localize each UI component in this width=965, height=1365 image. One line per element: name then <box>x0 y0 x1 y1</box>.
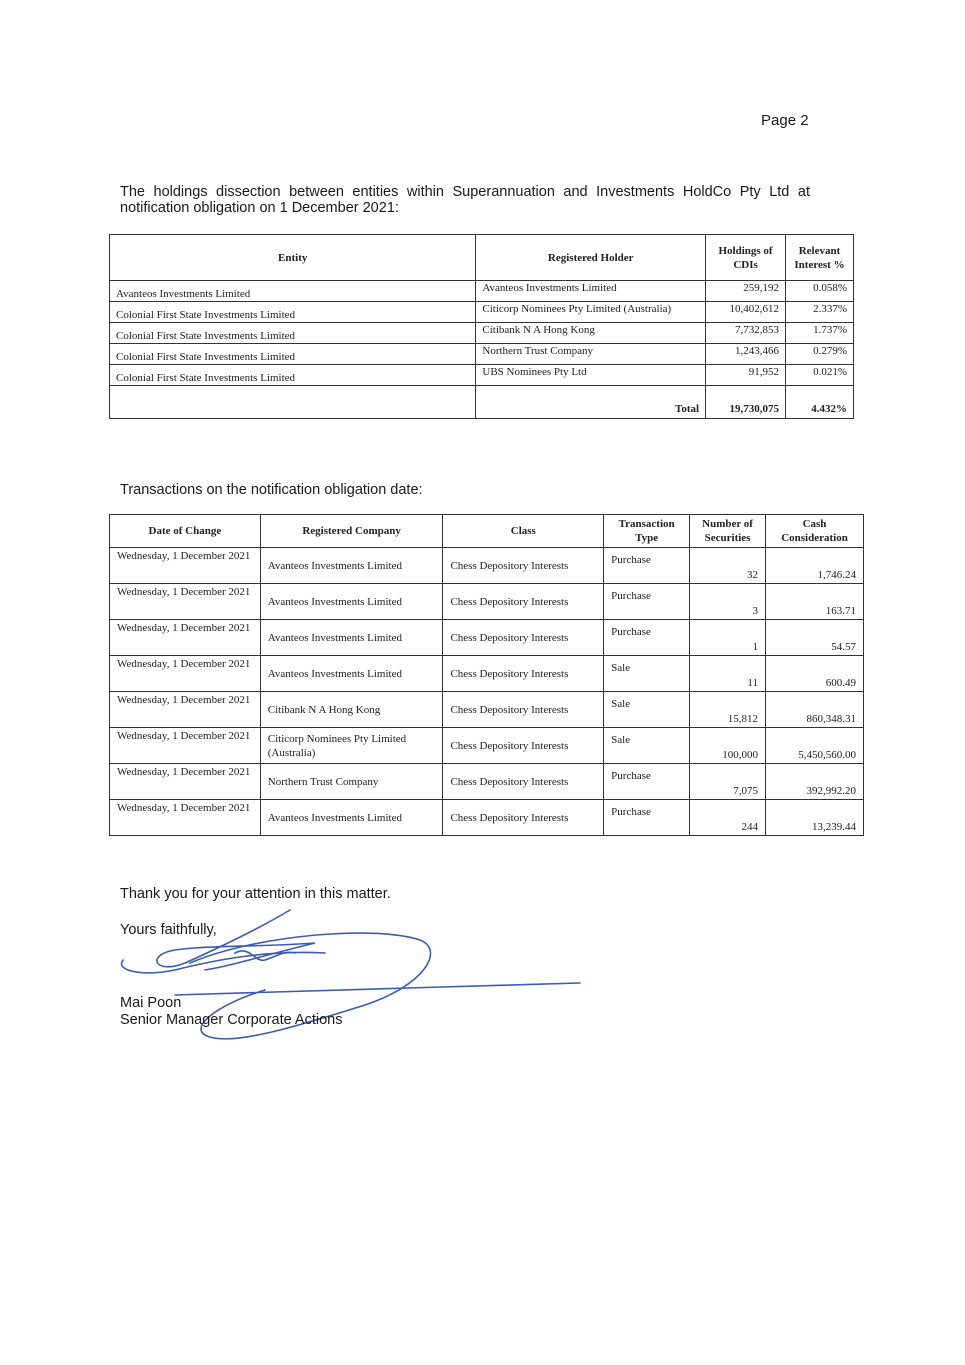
transactions-heading: Transactions on the notification obligation date: <box>120 482 423 498</box>
thanks-line: Thank you for your attention in this matter. <box>120 886 391 902</box>
tx-class-cell: Chess Depository Interests <box>443 584 604 620</box>
tx-type-cell: Purchase <box>604 548 690 584</box>
holdings-entity-cell: Colonial First State Investments Limited <box>110 344 476 365</box>
transactions-table <box>109 514 864 836</box>
holdings-row <box>110 302 854 323</box>
tx-date-cell: Wednesday, 1 December 2021 <box>110 656 261 692</box>
holdings-table <box>109 234 854 419</box>
header-relevant-interest: Relevant Interest % <box>786 235 854 281</box>
tx-securities-cell: 244 <box>690 800 766 836</box>
tx-date-cell: Wednesday, 1 December 2021 <box>110 584 261 620</box>
tx-class-cell: Chess Depository Interests <box>443 656 604 692</box>
header-cash-consideration: Cash Consideration <box>766 515 864 548</box>
tx-type-cell: Sale <box>604 728 690 764</box>
holdings-row <box>110 281 854 302</box>
transaction-row <box>110 692 864 728</box>
tx-class-cell: Chess Depository Interests <box>443 692 604 728</box>
holdings-interest-cell: 2.337% <box>786 302 854 323</box>
holdings-cdis-cell: 91,952 <box>706 365 786 386</box>
holdings-entity-cell: Colonial First State Investments Limited <box>110 323 476 344</box>
tx-cash-cell: 1,746.24 <box>766 548 864 584</box>
tx-type-cell: Purchase <box>604 620 690 656</box>
tx-type-cell: Purchase <box>604 800 690 836</box>
transaction-row <box>110 800 864 836</box>
tx-class-cell: Chess Depository Interests <box>443 764 604 800</box>
header-transaction-type: Transaction Type <box>604 515 690 548</box>
holdings-holder-cell: UBS Nominees Pty Ltd <box>476 365 706 386</box>
holdings-total-label: Total <box>476 386 706 419</box>
tx-class-cell: Chess Depository Interests <box>443 728 604 764</box>
header-entity: Entity <box>110 235 476 281</box>
tx-company-cell: Citicorp Nominees Pty Limited (Australia) <box>260 728 443 764</box>
transaction-row <box>110 584 864 620</box>
signer-title: Senior Manager Corporate Actions <box>120 1012 343 1028</box>
holdings-total-blank <box>110 386 476 419</box>
tx-cash-cell: 13,239.44 <box>766 800 864 836</box>
sign-off: Yours faithfully, <box>120 922 217 938</box>
tx-company-cell: Avanteos Investments Limited <box>260 584 443 620</box>
tx-class-cell: Chess Depository Interests <box>443 800 604 836</box>
header-holdings-of-cdis: Holdings of CDIs <box>706 235 786 281</box>
holdings-row <box>110 323 854 344</box>
holdings-entity-cell: Colonial First State Investments Limited <box>110 302 476 323</box>
holdings-holder-cell: Avanteos Investments Limited <box>476 281 706 302</box>
holdings-cdis-cell: 10,402,612 <box>706 302 786 323</box>
header-class: Class <box>443 515 604 548</box>
holdings-interest-cell: 1.737% <box>786 323 854 344</box>
tx-class-cell: Chess Depository Interests <box>443 620 604 656</box>
signer-name: Mai Poon <box>120 995 182 1011</box>
tx-cash-cell: 54.57 <box>766 620 864 656</box>
header-registered-holder: Registered Holder <box>476 235 706 281</box>
holdings-cdis-cell: 7,732,853 <box>706 323 786 344</box>
holdings-holder-cell: Northern Trust Company <box>476 344 706 365</box>
tx-date-cell: Wednesday, 1 December 2021 <box>110 800 261 836</box>
holdings-cdis-cell: 259,192 <box>706 281 786 302</box>
tx-cash-cell: 5,450,560.00 <box>766 728 864 764</box>
tx-securities-cell: 3 <box>690 584 766 620</box>
tx-type-cell: Sale <box>604 656 690 692</box>
tx-class-cell: Chess Depository Interests <box>443 548 604 584</box>
intro-paragraph: The holdings dissection between entities within Superannuation and Investments HoldCo Pty Ltd at notification obligation on 1 December 2021: <box>120 184 810 216</box>
holdings-interest-cell: 0.021% <box>786 365 854 386</box>
tx-cash-cell: 163.71 <box>766 584 864 620</box>
transaction-row <box>110 764 864 800</box>
tx-company-cell: Avanteos Investments Limited <box>260 656 443 692</box>
tx-securities-cell: 15,812 <box>690 692 766 728</box>
tx-securities-cell: 7,075 <box>690 764 766 800</box>
tx-type-cell: Purchase <box>604 584 690 620</box>
header-date-of-change: Date of Change <box>110 515 261 548</box>
tx-type-cell: Sale <box>604 692 690 728</box>
tx-company-cell: Citibank N A Hong Kong <box>260 692 443 728</box>
holdings-interest-cell: 0.058% <box>786 281 854 302</box>
holdings-holder-cell: Citibank N A Hong Kong <box>476 323 706 344</box>
holdings-entity-cell: Colonial First State Investments Limited <box>110 365 476 386</box>
header-registered-company: Registered Company <box>260 515 443 548</box>
tx-date-cell: Wednesday, 1 December 2021 <box>110 548 261 584</box>
tx-date-cell: Wednesday, 1 December 2021 <box>110 620 261 656</box>
transaction-row <box>110 548 864 584</box>
tx-securities-cell: 1 <box>690 620 766 656</box>
tx-company-cell: Avanteos Investments Limited <box>260 620 443 656</box>
tx-cash-cell: 600.49 <box>766 656 864 692</box>
holdings-interest-cell: 0.279% <box>786 344 854 365</box>
transaction-row <box>110 728 864 764</box>
signer-block <box>120 995 342 1029</box>
tx-securities-cell: 100,000 <box>690 728 766 764</box>
tx-company-cell: Avanteos Investments Limited <box>260 548 443 584</box>
tx-cash-cell: 392,992.20 <box>766 764 864 800</box>
transaction-row <box>110 620 864 656</box>
tx-company-cell: Avanteos Investments Limited <box>260 800 443 836</box>
tx-cash-cell: 860,348.31 <box>766 692 864 728</box>
transaction-row <box>110 656 864 692</box>
tx-securities-cell: 32 <box>690 548 766 584</box>
tx-date-cell: Wednesday, 1 December 2021 <box>110 764 261 800</box>
tx-date-cell: Wednesday, 1 December 2021 <box>110 728 261 764</box>
page-number: Page 2 <box>761 112 809 129</box>
header-number-of-securities: Number of Securities <box>690 515 766 548</box>
holdings-entity-cell: Avanteos Investments Limited <box>110 281 476 302</box>
holdings-row <box>110 344 854 365</box>
holdings-total-row <box>110 386 854 419</box>
holdings-cdis-cell: 1,243,466 <box>706 344 786 365</box>
tx-company-cell: Northern Trust Company <box>260 764 443 800</box>
holdings-holder-cell: Citicorp Nominees Pty Limited (Australia) <box>476 302 706 323</box>
tx-date-cell: Wednesday, 1 December 2021 <box>110 692 261 728</box>
holdings-total-cdis: 19,730,075 <box>706 386 786 419</box>
tx-securities-cell: 11 <box>690 656 766 692</box>
holdings-row <box>110 365 854 386</box>
holdings-total-interest: 4.432% <box>786 386 854 419</box>
tx-type-cell: Purchase <box>604 764 690 800</box>
